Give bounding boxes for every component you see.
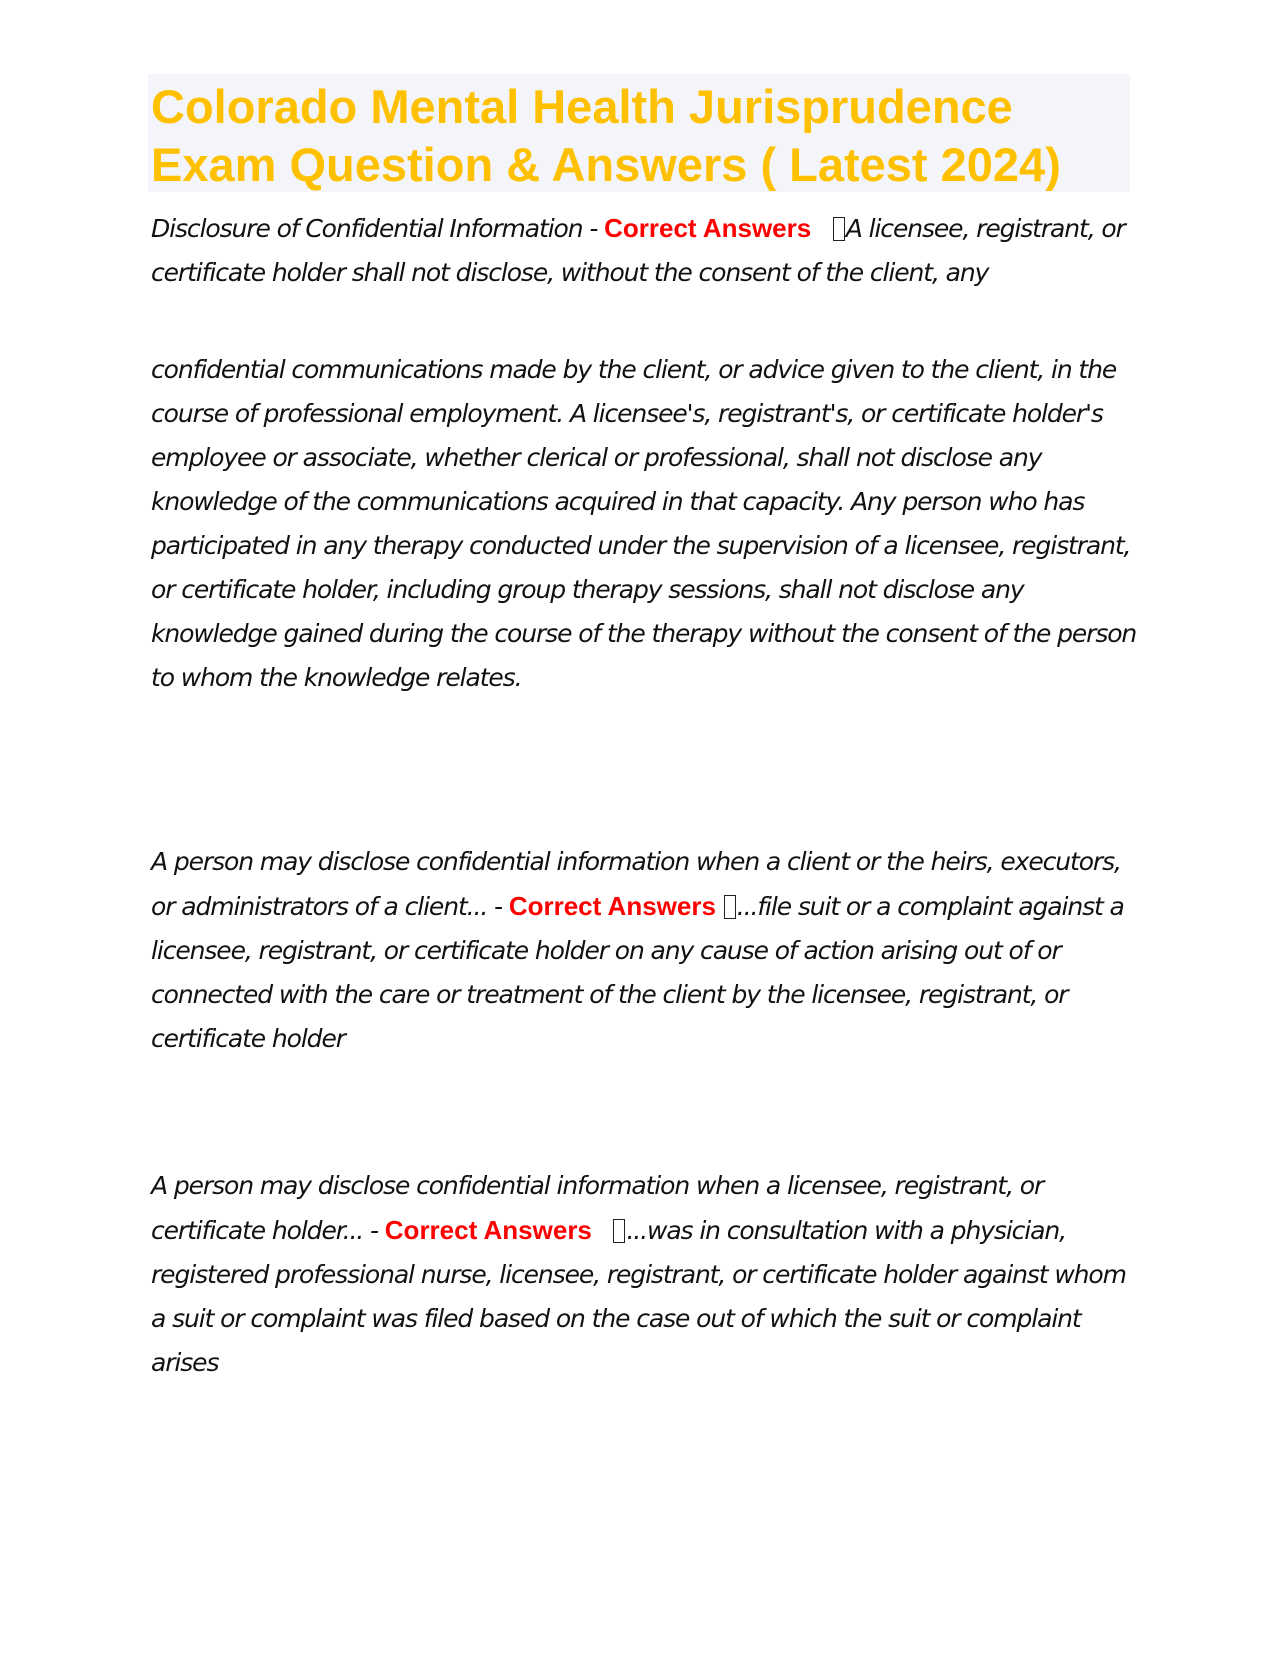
correct-answers-label: Correct Answers xyxy=(604,213,812,243)
answer-text: ...file suit or a complaint against a licensee, registrant, or certificate holder on any cause of action arising out of or connected with the care or treatment of the client by the licensee, registrant, or certificate holder xyxy=(151,892,1124,1053)
question-text: Disclosure of Confidential Information - xyxy=(151,214,605,243)
missing-glyph-icon xyxy=(724,895,736,919)
correct-answers-label: Correct Answers xyxy=(384,1215,592,1245)
qa-item-2 xyxy=(151,840,1141,1061)
missing-glyph-icon xyxy=(613,1219,625,1243)
missing-glyph-icon xyxy=(833,217,845,241)
qa-item-1 xyxy=(151,206,1141,295)
question-text: A person may disclose confidential information when a client or the heirs, executors, or administrators of a client... - xyxy=(151,847,1121,921)
question-text: A person may disclose confidential information when a licensee, registrant, or certificate holder... - xyxy=(151,1171,1044,1245)
correct-answers-label: Correct Answers xyxy=(508,891,716,921)
document-title: Colorado Mental Health Jurisprudence Exam Question & Answers ( Latest 2024) xyxy=(151,80,1061,191)
answer-text: A licensee, registrant, or certificate holder shall not disclose, without the consent of the client, any xyxy=(151,214,1125,287)
qa-item-1-continued xyxy=(151,348,1141,700)
answer-text-continued: confidential communications made by the client, or advice given to the client, in the course of professional employment. A licensee's, registrant's, or certificate holder's employee or associate, whether clerical or professional, shall not disclose any knowledge of the communications acquired in that capacity. Any person who has participated in any therapy conducted under the supervision of a licensee, registrant, or certificate holder, including group therapy sessions, shall not disclose any knowledge gained during the course of the therapy without the consent of the person to whom the knowledge relates. xyxy=(151,355,1137,692)
qa-item-3 xyxy=(151,1164,1141,1385)
answer-text: ...was in consultation with a physician, registered professional nurse, licensee, registrant, or certificate holder against whom a suit or complaint was filed based on the case out of which the suit or complaint arises xyxy=(151,1216,1126,1377)
